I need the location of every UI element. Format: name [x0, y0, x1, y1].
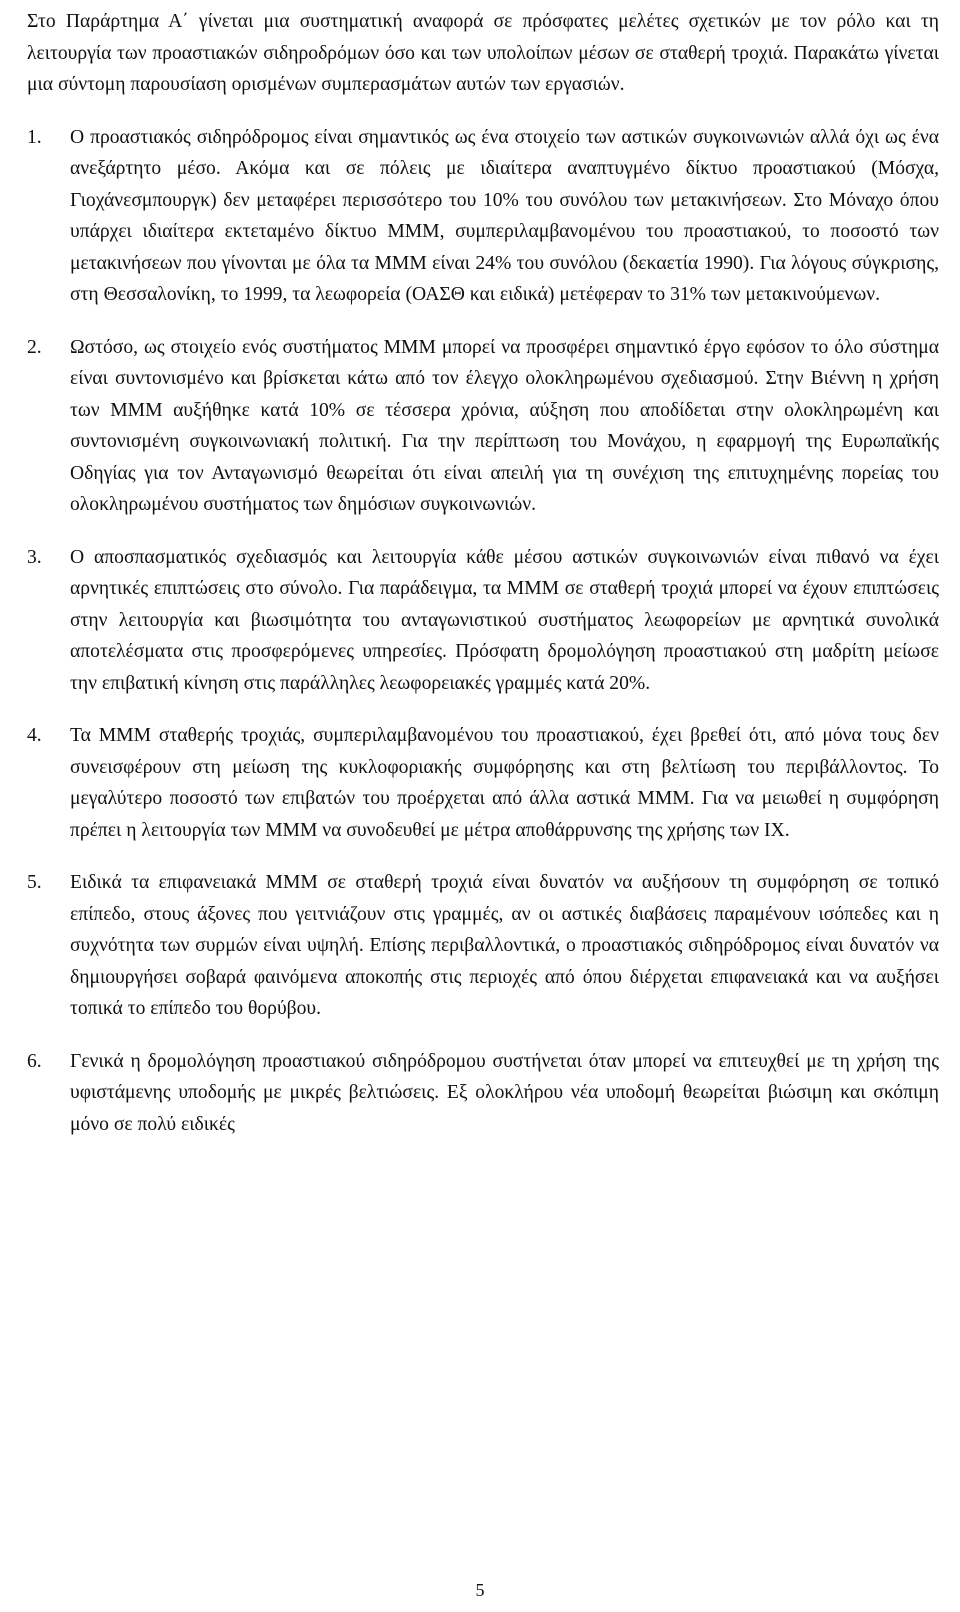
list-item-2	[27, 332, 939, 521]
list-item-number: 5.	[27, 872, 42, 893]
page-number: 5	[475, 1580, 485, 1600]
list-item-1	[27, 122, 939, 311]
list-item-number: 2.	[27, 336, 42, 358]
list-item-number: 4.	[27, 725, 42, 746]
list-item-4	[27, 720, 939, 846]
list-item-text: Γενικά η δρομολόγηση προαστιακού σιδηρόδρομου συστήνεται όταν μπορεί να επιτευχθεί με τη χρήση της υφιστάμενης υποδομής με μικρές βελτιώσεις. Εξ ολοκλήρου νέα υποδομή θεωρείται βιώσιμη και σκόπιμη μόνο σε πολύ ειδικές	[70, 1050, 939, 1135]
document-page	[27, 6, 939, 1161]
list-item-text: Ο αποσπασματικός σχεδιασμός και λειτουργία κάθε μέσου αστικών συγκοινωνιών είναι πιθανό να έχει αρνητικές επιπτώσεις στο σύνολο. Για παράδειγμα, τα ΜΜΜ σε σταθερή τροχιά μπορεί να έχουν επιπτώσεις στην λειτουργία και βιωσιμότητα του ανταγωνιστικού συστήματος λεωφορείων με αρνητικά συνολικά αποτελέσματα στις προσφερόμενες υπηρεσίες. Πρόσφατη δρομολόγηση προαστιακού στη μαδρίτη μείωσε την επιβατική κίνηση στις παράλληλες λεωφορειακές γραμμές κατά 20%.	[70, 546, 939, 694]
list-item-6	[27, 1046, 939, 1141]
list-item-text: Ειδικά τα επιφανειακά ΜΜΜ σε σταθερή τροχιά είναι δυνατόν να αυξήσουν τη συμφόρηση σε τοπικό επίπεδο, στους άξονες που γειτνιάζουν στις γραμμές, αν οι αστικές διαβάσεις παραμένουν ισόπεδες και η συχνότητα των συρμών είναι υψηλή. Επίσης περιβαλλοντικά, ο προαστιακός σιδηρόδρομος είναι δυνατόν να δημιουργήσει σοβαρά φαινόμενα αποκοπής στις περιοχές από όπου διέρχεται επιφανειακά και να αυξήσει τοπικά το επίπεδο του θορύβου.	[70, 872, 939, 1019]
intro-paragraph: Στο Παράρτημα Α΄ γίνεται μια συστηματική αναφορά σε πρόσφατες μελέτες σχετικών με τον ρόλο και τη λειτουργία των προαστιακών σιδηροδρόμων όσο και των υπολοίπων μέσων σε σταθερή τροχιά. Παρακάτω γίνεται μια σύντομη παρουσίαση ορισμένων συμπερασμάτων αυτών των εργασιών.	[27, 11, 939, 95]
list-item-text: Ωστόσο, ως στοιχείο ενός συστήματος ΜΜΜ μπορεί να προσφέρει σημαντικό έργο εφόσον το όλο σύστημα είναι συντονισμένο και βρίσκεται κάτω από τον έλεγχο ολοκληρωμένου σχεδιασμού. Στην Βιέννη η χρήση των ΜΜΜ αυξήθηκε κατά 10% σε τέσσερα χρόνια, αύξηση που αποδίδεται στην ολοκληρωμένη και συντονισμένη συγκοινωνιακή πολιτική. Για την περίπτωση του Μονάχου, η εφαρμογή της Ευρωπαϊκής Οδηγίας για τον Ανταγωνισμό θεωρείται ότι είναι απειλή για τη συνέχιση της επιτυχημένης πορείας του ολοκληρωμένου συστήματος των δημόσιων συγκοινωνιών.	[70, 336, 939, 515]
list-item-text: Ο προαστιακός σιδηρόδρομος είναι σημαντικός ως ένα στοιχείο των αστικών συγκοινωνιών αλλά όχι ως ένα ανεξάρτητο μέσο. Ακόμα και σε πόλεις με ιδιαίτερα αναπτυγμένο δίκτυο προαστιακού (Μόσχα, Γιοχάνεσμπουργκ) δεν μεταφέρει περισσότερο του 10% του συνόλου των μετακινήσεων. Στο Μόναχο όπου υπάρχει ιδιαίτερα εκτεταμένο δίκτυο ΜΜΜ, συμπεριλαμβανομένου του προαστιακού, το ποσοστό των μετακινήσεων που γίνονται με όλα τα ΜΜΜ είναι 24% του συνόλου (δεκαετία 1990). Για λόγους σύγκρισης, στη Θεσσαλονίκη, το 1999, τα λεωφορεία (ΟΑΣΘ και ειδικά) μετέφεραν το 31% των μετακινούμενων.	[70, 126, 939, 305]
list-item-number: 1.	[27, 126, 42, 148]
list-item-number: 3.	[27, 546, 42, 568]
list-item-5	[27, 867, 939, 1025]
list-item-number: 6.	[27, 1050, 42, 1072]
list-item-text: Τα ΜΜΜ σταθερής τροχιάς, συμπεριλαμβανομένου του προαστιακού, έχει βρεθεί ότι, από μόνα τους δεν συνεισφέρουν στη μείωση της κυκλοφοριακής συμφόρησης και στη βελτίωση του περιβάλλοντος. Το μεγαλύτερο ποσοστό των επιβατών του προέρχεται από άλλα αστικά ΜΜΜ. Για να μειωθεί η συμφόρηση πρέπει η λειτουργία των ΜΜΜ να συνοδευθεί με μέτρα αποθάρρυνσης της χρήσης των ΙΧ.	[70, 725, 939, 841]
list-item-3	[27, 542, 939, 700]
